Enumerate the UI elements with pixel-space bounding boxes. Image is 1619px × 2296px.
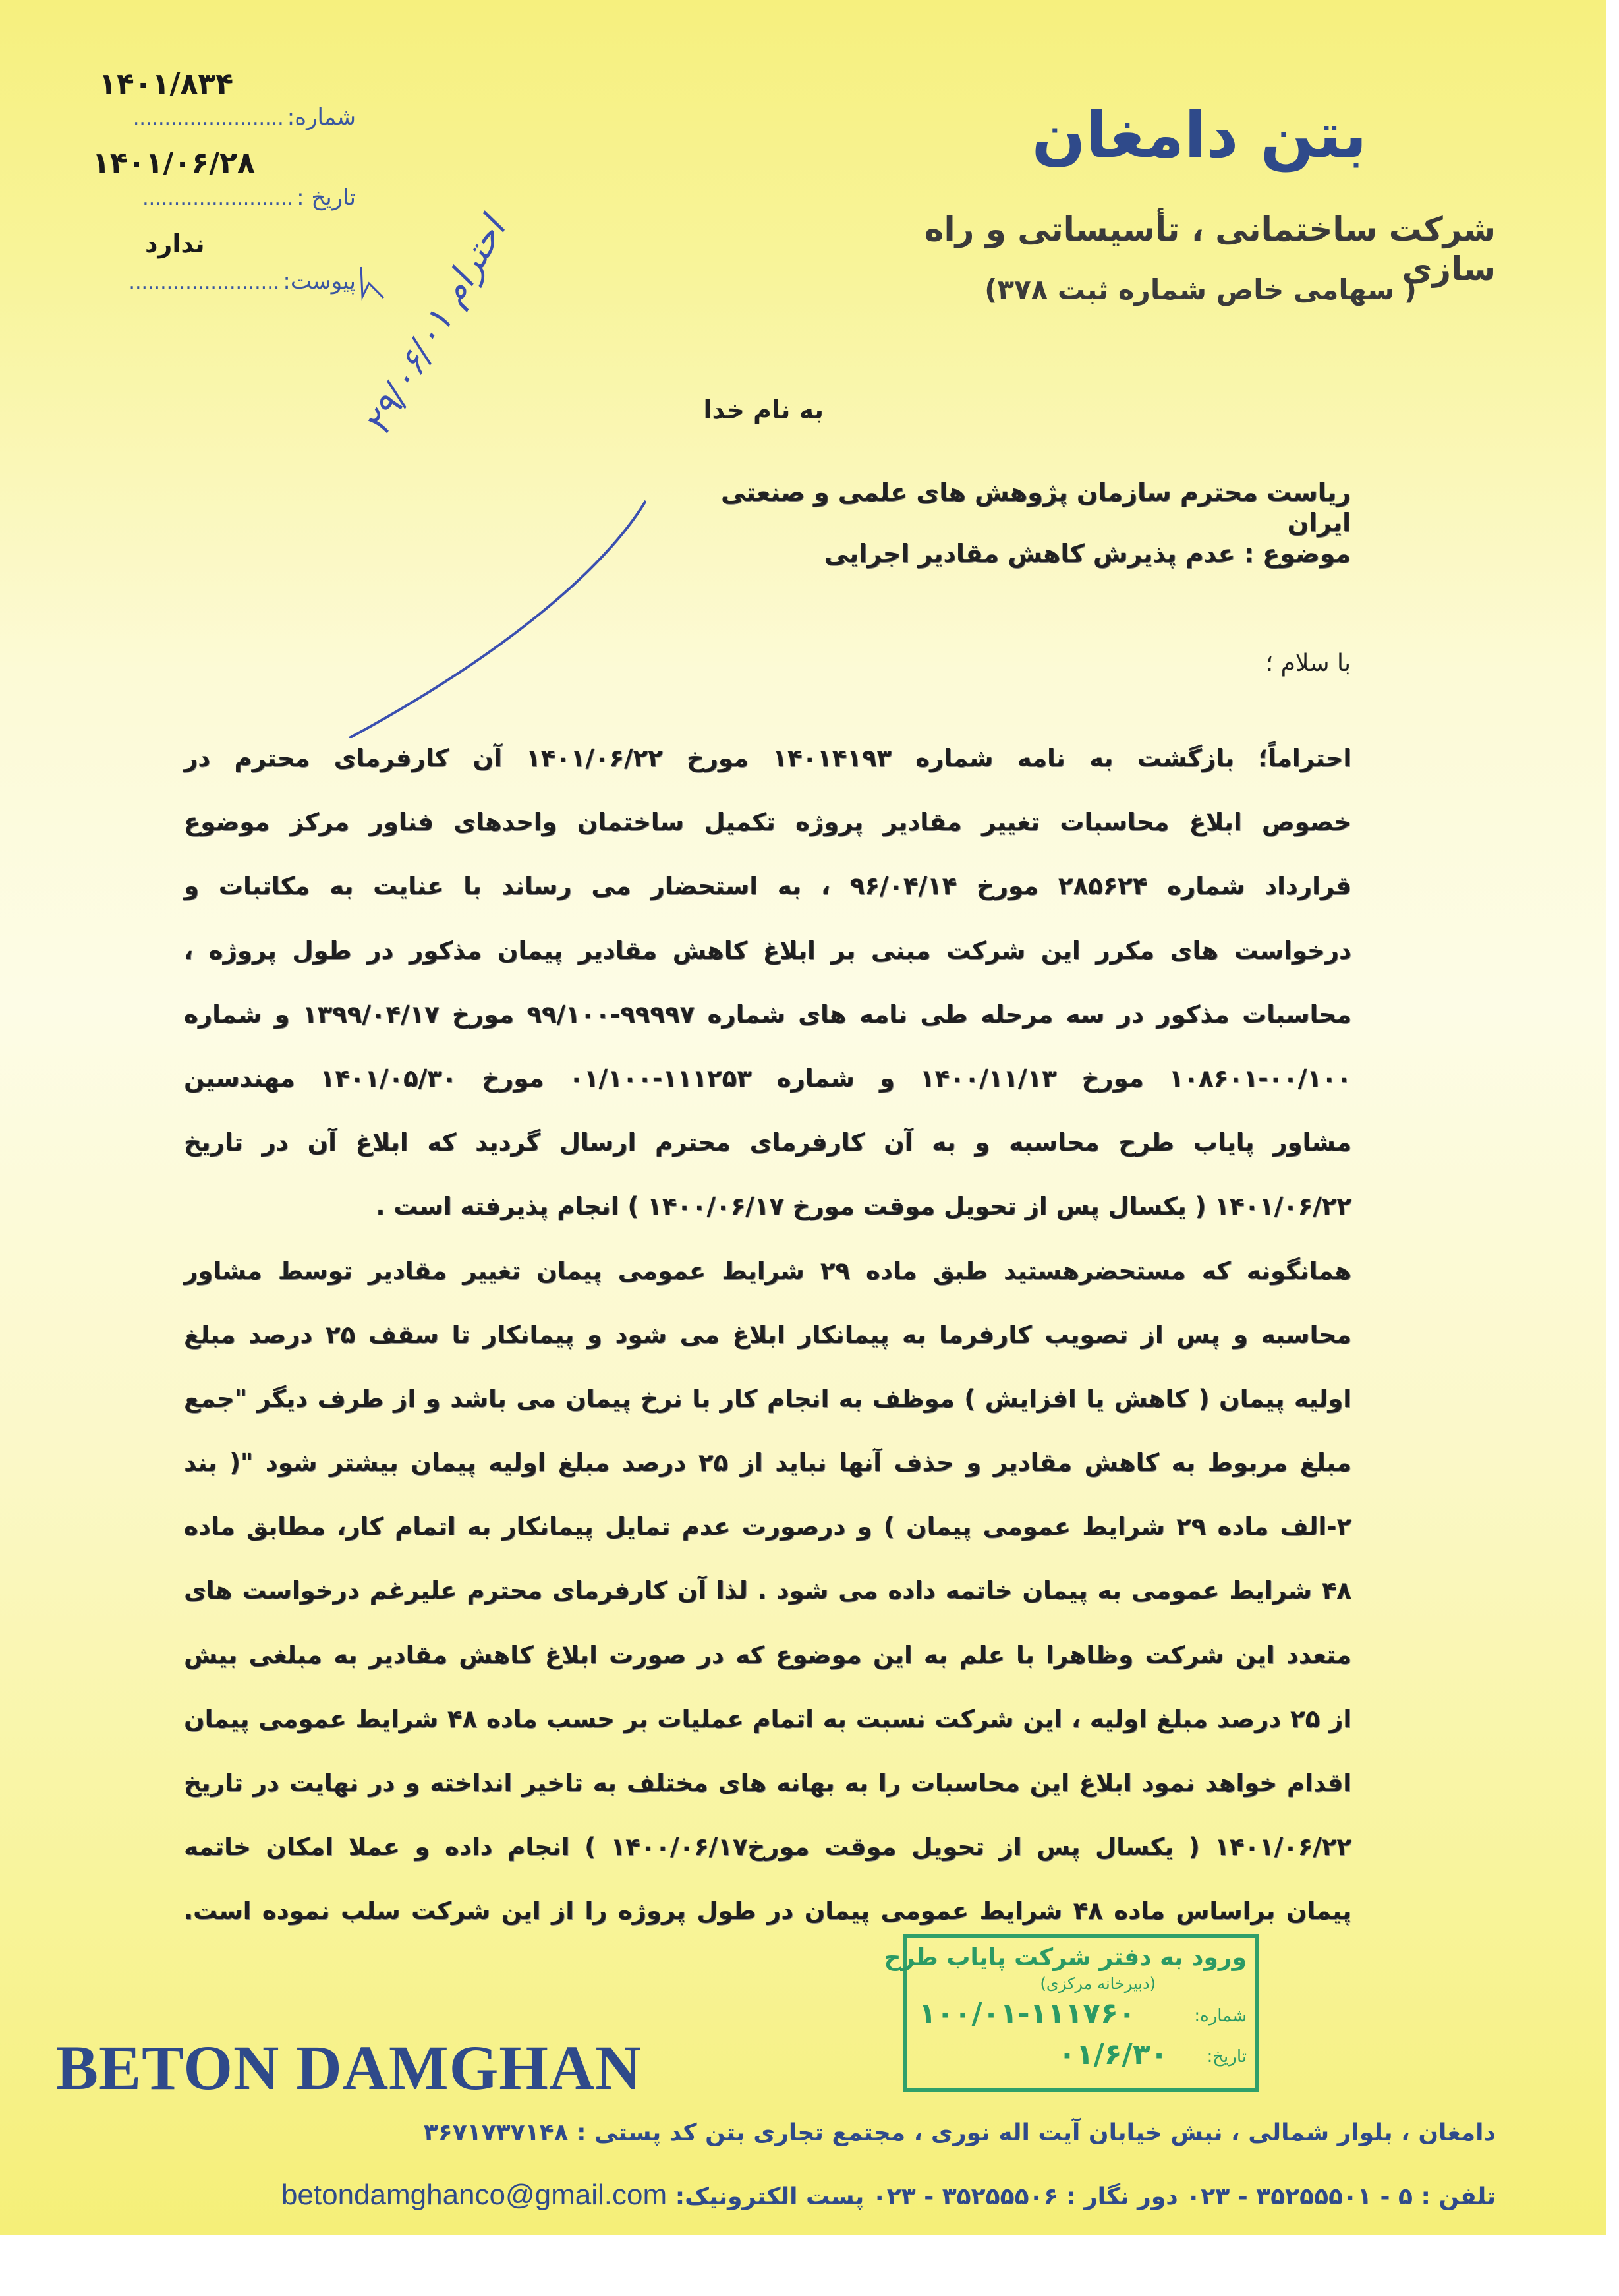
company-logo-text: بتن دامغان <box>1031 98 1367 172</box>
footer-contact <box>178 2178 1496 2213</box>
handwritten-annotation <box>343 210 646 738</box>
body-line: ۱۴۰۱/۰۶/۲۲ ( یکسال پس از تحویل موقت مورخ۱۴۰۰/۰۶/۱۷ ) انجام داده و عملا امکان خاتمه <box>184 1833 1351 1862</box>
body-line: محاسبات مذکور در سه مرحله طی نامه های شماره ۹۹۹۹۷-۹۹/۱۰۰ مورخ ۱۳۹۹/۰۴/۱۷ و شماره <box>184 1000 1351 1029</box>
body-line: خصوص ابلاغ محاسبات تغییر مقادیر پروژه تکمیل ساختمان واحدهای فناور مرکز موضوع <box>184 808 1351 837</box>
body-line: درخواست های مکرر این شرکت مبنی بر ابلاغ کاهش مقادیر پیمان مذکور در طول پروژه ، <box>184 936 1351 965</box>
letter-date-label: تاریخ : <box>297 185 356 211</box>
stamp-number-value: ۱۰۰/۰۱-۱۱۱۷۶۰ <box>919 1997 1136 2030</box>
attachment-value: ندارد <box>145 229 205 258</box>
company-logo-english: BETON DAMGHAN <box>56 2032 642 2103</box>
stamp-number-label: شماره: <box>1194 2006 1247 2026</box>
body-line: احتراماً؛ بازگشت به نامه شماره ۱۴۰۱۴۱۹۳ مورخ ۱۴۰۱/۰۶/۲۲ آن کارفرمای محترم در <box>184 744 1351 772</box>
body-line: ۱۰۸۶۰۱-۰۰/۱۰۰ مورخ ۱۴۰۰/۱۱/۱۳ و شماره ۱۱۱۲۵۳-۰۱/۱۰۰ مورخ ۱۴۰۱/۰۵/۳۰ مهندسین <box>184 1064 1351 1093</box>
body-line: مشاور پایاب طرح محاسبه و به آن کارفرمای محترم ارسال گردید که ابلاغ آن در تاریخ <box>184 1128 1351 1157</box>
basmala: به نام خدا <box>703 395 824 424</box>
letter-number-value: ۱۴۰۱/۸۳۴ <box>99 67 234 101</box>
attachment-row <box>66 267 356 296</box>
body-line: پیمان براساس ماده ۴۸ شرایط عمومی پیمان در طول پروژه را از این شرکت سلب نموده است. <box>184 1897 1351 1926</box>
received-stamp <box>884 1934 1259 2092</box>
body-line: ۲-الف ماده ۲۹ شرایط عمومی پیمان ) و درصورت عدم تمایل پیمانکار به اتمام کار، مطابق ماده <box>184 1512 1351 1541</box>
body-line: متعدد این شرکت وظاهرا با علم به این موضوع که در صورت ابلاغ کاهش مقادیر به مبلغی بیش <box>184 1640 1351 1669</box>
stamp-date-value: ۰۱/۶/۳۰ <box>1058 2038 1168 2071</box>
stamp-title: ورود به دفتر شرکت پایاب طرح <box>884 1944 1247 1971</box>
stamp-subtitle: (دبیرخانه مرکزی) <box>1040 1974 1156 1993</box>
body-line: از ۲۵ درصد مبلغ اولیه ، این شرکت نسبت به اتمام عملیات بر حسب ماده ۴۸ شرایط عمومی پیمان <box>184 1704 1351 1733</box>
dotted-line: ........................ <box>142 187 293 210</box>
company-type: شرکت ساختمانی ، تأسیساتی و راه سازی <box>924 210 1496 288</box>
body-line: محاسبه و پس از تصویب کارفرما به پیمانکار ابلاغ می شود و پیمانکار تا سقف ۲۵ درصد مبلغ <box>184 1320 1351 1349</box>
subject: موضوع : عدم پذیرش کاهش مقادیر اجرایی <box>824 539 1351 568</box>
letter-body <box>184 726 1351 1943</box>
dotted-line: ........................ <box>128 271 280 294</box>
body-line: همانگونه که مستحضرهستید طبق ماده ۲۹ شرایط عمومی پیمان تغییر مقادیر توسط مشاور <box>184 1256 1352 1285</box>
body-line: اقدام خواهد نمود ابلاغ این محاسبات را به بهانه های مختلف به تاخیر انداخته و در نهایت در تاریخ <box>184 1769 1351 1797</box>
attachment-label: پیوست: <box>283 268 356 295</box>
footer-address: دامغان ، بلوار شمالی ، نبش خیابان آیت اله نوری ، مجتمع تجاری بتن کد پستی : ۳۶۷۱۷۳۷۱۴۸ <box>423 2119 1496 2146</box>
handwritten-cross-mark <box>356 264 389 303</box>
body-line: اولیه پیمان ( کاهش یا افزایش ) موظف به انجام کار با نرخ پیمان می باشد و از طرف دیگر "جمع <box>184 1384 1351 1413</box>
body-line: مبلغ مربوط به کاهش مقادیر و حذف آنها نباید از ۲۵ درصد مبلغ اولیه پیمان بیشتر شود "( بند <box>184 1449 1351 1478</box>
footer-phone-fax: تلفن : ۵ - ۳۵۲۵۵۵۰۱ - ۰۲۳ دور نگار : ۳۵۲۵۵۵۰۶ - ۰۲۳ پست الکترونیک: <box>675 2183 1496 2210</box>
body-line: قرارداد شماره ۲۸۵۶۲۴ مورخ ۹۶/۰۴/۱۴ ، به استحضار می رساند با عنایت به مکاتبات و <box>184 872 1351 901</box>
greeting: با سلام ؛ <box>1265 650 1351 677</box>
dotted-line: ........................ <box>132 107 284 130</box>
body-line: ۴۸ شرایط عمومی به پیمان خاتمه داده می شود . لذا آن کارفرمای محترم علیرغم درخواست های <box>184 1576 1351 1605</box>
footer-email[interactable]: betondamghanco@gmail.com <box>281 2179 667 2211</box>
company-registration: ( سهامی خاص شماره ثبت ۳۷۸) <box>984 273 1417 306</box>
letter-number-label: شماره: <box>287 104 356 130</box>
letter-date-row <box>66 183 356 212</box>
stamp-date-label: تاریخ: <box>1207 2047 1247 2067</box>
addressee: ریاست محترم سازمان پژوهش های علمی و صنعتی ایران <box>721 478 1351 537</box>
body-line: ۱۴۰۱/۰۶/۲۲ ( یکسال پس از تحویل موقت مورخ ۱۴۰۰/۰۶/۱۷ ) انجام پذیرفته است . <box>376 1192 1351 1221</box>
letter-number-row <box>66 103 356 132</box>
handwritten-note-text: احترام ۲۹/۰۶/۰۱ <box>356 210 514 443</box>
letter-date-value: ۱۴۰۱/۰۶/۲۸ <box>92 146 255 180</box>
